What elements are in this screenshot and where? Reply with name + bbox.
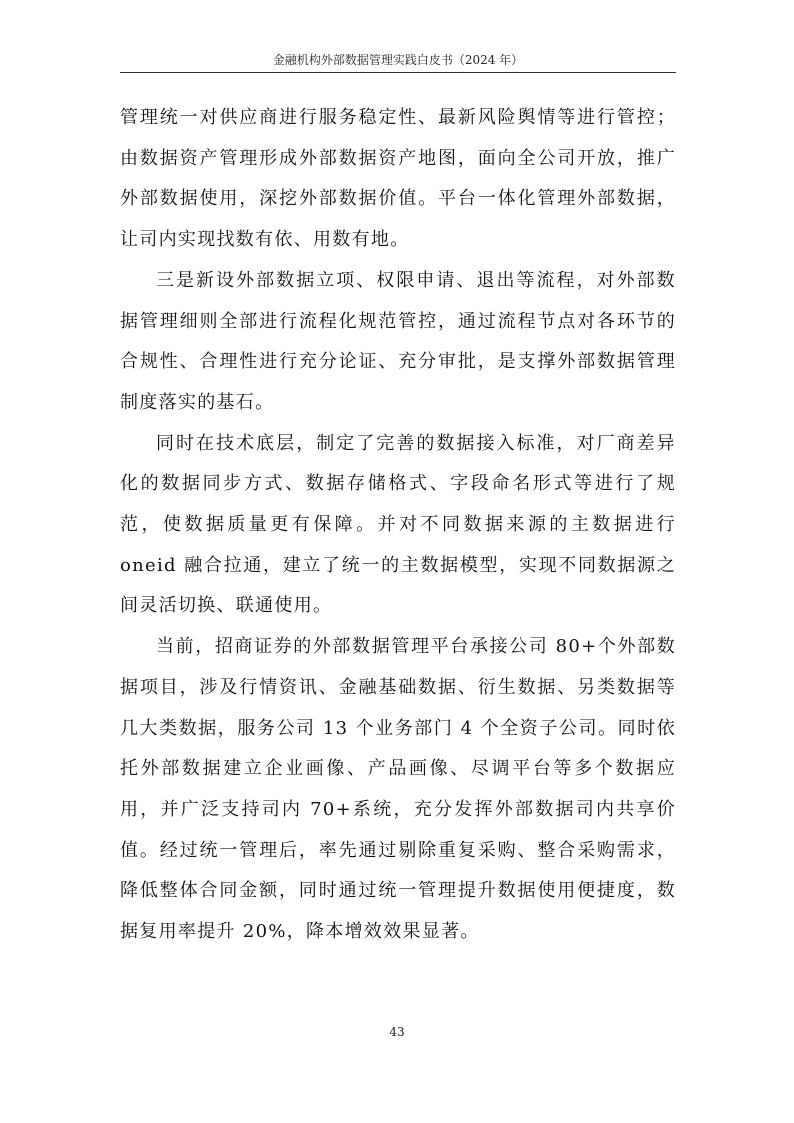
paragraph-4: 当前，招商证券的外部数据管理平台承接公司 80+个外部数据项目，涉及行情资讯、金融基础数据、衍生数据、另类数据等几大类数据，服务公司 13 个业务部门 4 个全资子公司。同时依托外部数据建立企业画像、产品画像、尽调平台等多个数据应用，并广泛支持司内 70+系统，充分发挥外部数据司内共享价值。经过统一管理后，率先通过剔除重复采购、整合采购需求，降低整体合同金额，同时通过统一管理提升数据使用便捷度，数据复用率提升 20%，降本增效效果显著。: [120, 636, 676, 943]
body-text: [120, 98, 676, 953]
paragraph-1: 管理统一对供应商进行服务稳定性、最新风险舆情等进行管控；由数据资产管理形成外部数据资产地图，面向全公司开放，推广外部数据使用，深挖外部数据价值。平台一体化管理外部数据，让司内实现找数有依、用数有地。: [120, 107, 676, 251]
header-divider: [120, 72, 676, 73]
page-number: 43: [389, 1025, 405, 1039]
paragraph-2: 三是新设外部数据立项、权限申请、退出等流程，对外部数据管理细则全部进行流程化规范管控，通过流程节点对各环节的合规性、合理性进行充分论证、充分审批，是支撑外部数据管理制度落实的基石。: [120, 269, 676, 413]
running-header: 金融机构外部数据管理实践白皮书（2024 年）: [272, 53, 524, 67]
paragraph-3: 同时在技术底层，制定了完善的数据接入标准，对厂商差异化的数据同步方式、数据存储格式、字段命名形式等进行了规范，使数据质量更有保障。并对不同数据来源的主数据进行 oneid 融合拉通，建立了统一的主数据模型，实现不同数据源之间灵活切换、联通使用。: [120, 432, 676, 617]
